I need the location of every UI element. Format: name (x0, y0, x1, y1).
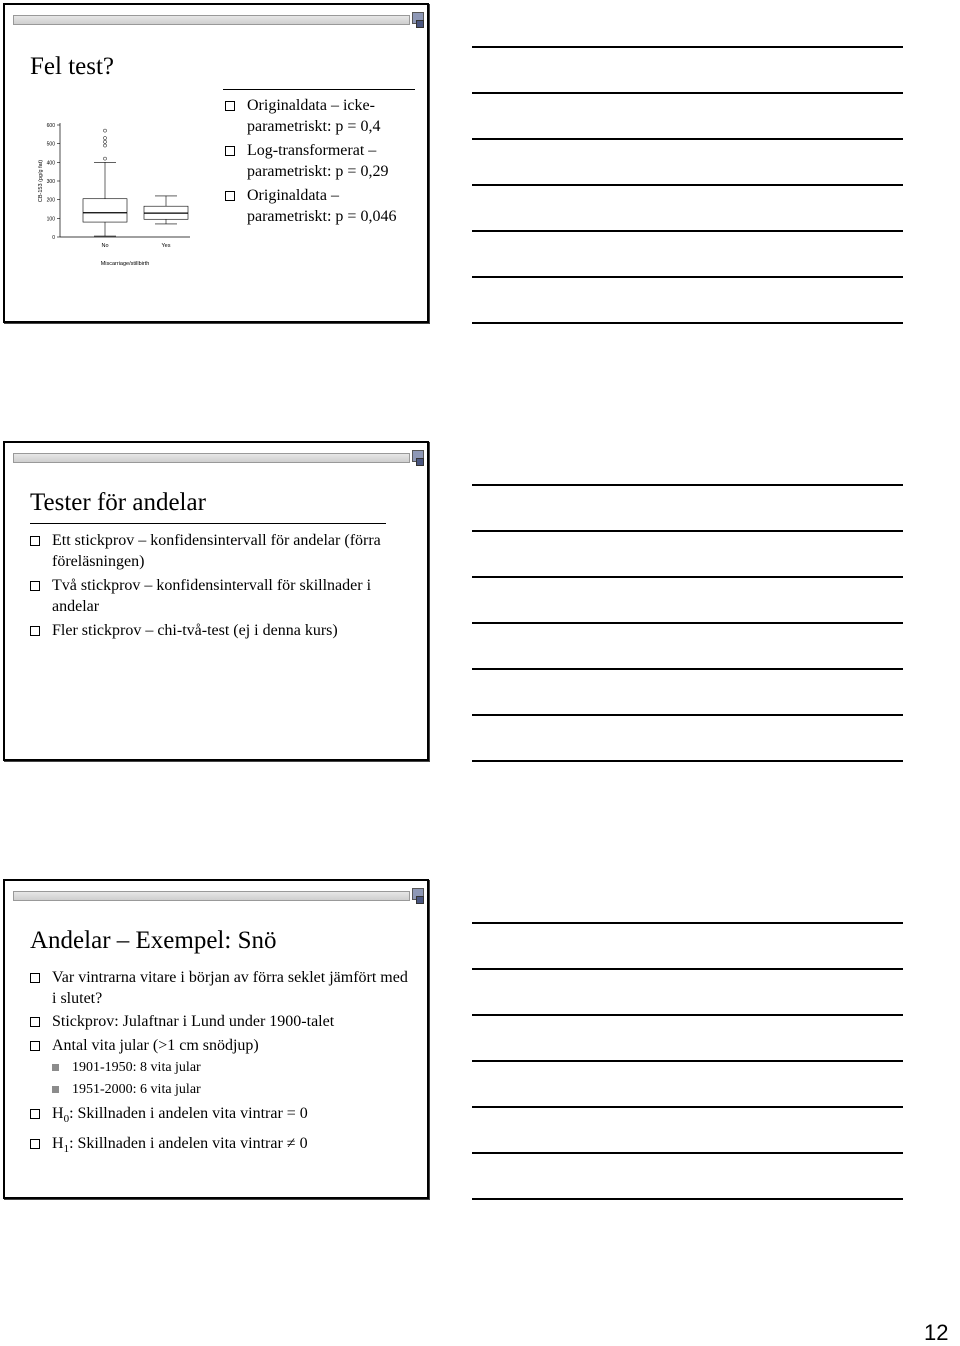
notes-line (472, 46, 903, 48)
bullet-list (30, 967, 410, 1163)
y-tick-label: 300 (46, 179, 55, 185)
notes-line (472, 1198, 903, 1200)
bullet-item: Originaldata – icke-parametriskt: p = 0,4 (225, 95, 425, 137)
slide-3 (3, 879, 429, 1199)
notes-line (472, 1060, 903, 1062)
slide-header-bar (13, 888, 423, 906)
bullet-box-icon (30, 626, 40, 636)
slide-title: Andelar – Exempel: Snö (30, 927, 277, 954)
bullet-item: Antal vita jular (>1 cm snödjup) (30, 1035, 410, 1056)
bullet-box-icon (225, 101, 235, 111)
y-tick-label: 100 (46, 216, 55, 223)
notes-line (472, 276, 903, 278)
notes-line (472, 1106, 903, 1108)
sub-bullet-item: 1951-2000: 6 vita jular (30, 1081, 410, 1099)
notes-line (472, 576, 903, 578)
bullet-box-icon (30, 973, 40, 983)
bullet-item: Stickprov: Julaftnar i Lund under 1900-talet (30, 1011, 410, 1032)
y-tick-label: 400 (46, 160, 55, 167)
slide-header-bar (13, 450, 423, 468)
bullet-item: Ett stickprov – konfidensintervall för andelar (förra föreläsningen) (30, 530, 410, 572)
notes-line (472, 1152, 903, 1154)
notes-line (472, 760, 903, 762)
notes-line (472, 714, 903, 716)
notes-line (472, 184, 903, 186)
y-tick-label: 0 (52, 235, 55, 241)
y-tick-label: 600 (46, 123, 55, 129)
bullet-box-icon (30, 1017, 40, 1027)
bullet-list (30, 530, 410, 644)
x-axis-label: Miscarriage/stillbirth (100, 261, 150, 267)
notes-line (472, 530, 903, 532)
notes-line (472, 968, 903, 970)
y-axis-label: CB-153 (pg/g fat) (38, 159, 44, 203)
title-rule (30, 523, 386, 524)
notes-line (472, 922, 903, 924)
notes-line (472, 668, 903, 670)
sub-bullet-item: 1901-1950: 8 vita jular (30, 1059, 410, 1077)
bullet-box-icon (30, 1139, 40, 1149)
sub-bullet-square-icon (52, 1086, 59, 1093)
bullet-item: Två stickprov – konfidensintervall för skillnader i andelar (30, 575, 410, 617)
bullet-box-icon (30, 536, 40, 546)
bullet-item: Originaldata – parametriskt: p = 0,046 (225, 185, 425, 227)
notes-line (472, 484, 903, 486)
box-outlier (103, 129, 106, 132)
box-outlier (103, 136, 106, 139)
sub-bullet-square-icon (52, 1064, 59, 1071)
bullet-list (225, 95, 425, 230)
notes-line (472, 138, 903, 140)
hypothesis-h1: $H_1$: Skillnaden i andelen vita vintrar ≠ 0 (30, 1133, 410, 1160)
notes-line (472, 622, 903, 624)
bullet-item: Var vintrarna vitare i början av förra seklet jämfört med i slutet? (30, 967, 410, 1009)
bullet-item: Log-transformerat – parametriskt: p = 0,29 (225, 140, 425, 182)
hypothesis-h0: $H_0$: Skillnaden i andelen vita vintrar = 0 (30, 1103, 410, 1130)
notes-line (472, 92, 903, 94)
slide-2 (3, 441, 429, 761)
bullet-box-icon (225, 146, 235, 156)
slide-title: Tester för andelar (30, 489, 206, 516)
box-outlier (103, 144, 106, 147)
bullet-box-icon (30, 1109, 40, 1119)
slide-1 (3, 3, 429, 323)
y-tick-label: 500 (46, 141, 55, 148)
bullet-box-icon (30, 1041, 40, 1051)
bullet-box-icon (225, 191, 235, 201)
x-tick-label: No (101, 243, 109, 249)
box-outlier (103, 157, 106, 160)
box-iqr (83, 199, 127, 222)
box-outlier (103, 140, 106, 143)
boxplot-chart (15, 85, 195, 275)
notes-line (472, 1014, 903, 1016)
notes-line (472, 322, 903, 324)
slide-header-bar (13, 12, 423, 30)
title-rule (223, 89, 415, 90)
notes-line (472, 230, 903, 232)
page-number: 12 (924, 1320, 949, 1345)
bullet-item: Fler stickprov – chi-två-test (ej i denna kurs) (30, 620, 410, 641)
bullet-box-icon (30, 581, 40, 591)
y-tick-label: 200 (46, 197, 55, 204)
slide-title: Fel test? (30, 53, 115, 80)
x-tick-label: Yes (161, 243, 171, 249)
